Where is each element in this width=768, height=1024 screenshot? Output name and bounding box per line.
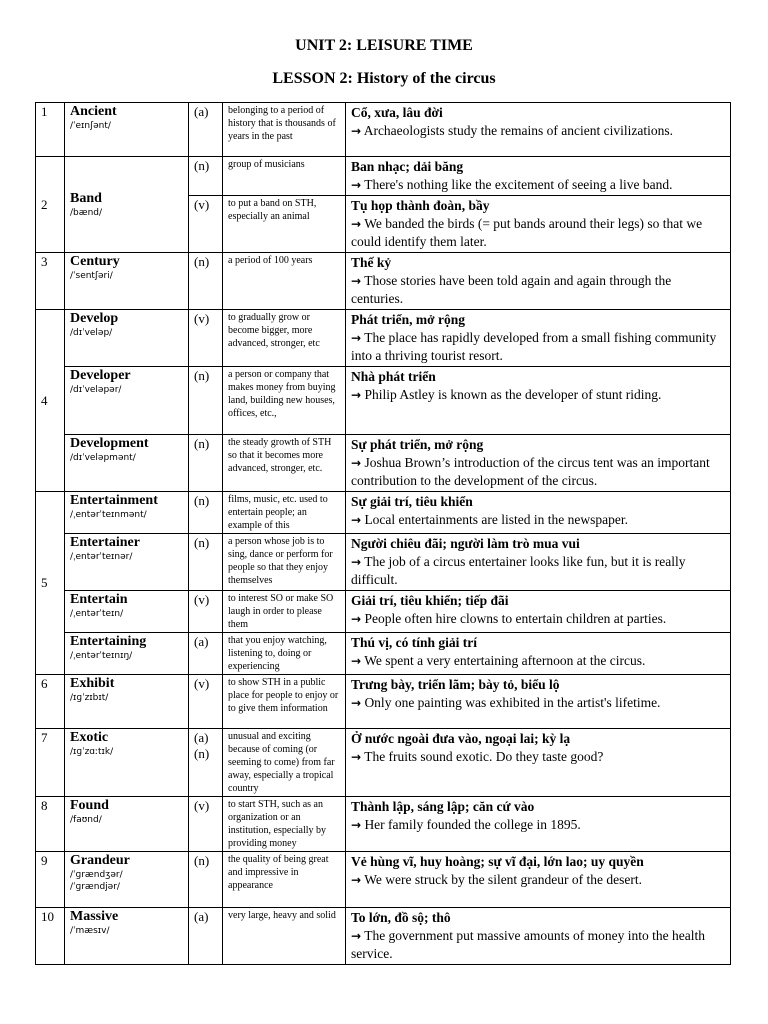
word-cell: [65, 435, 189, 492]
example-sentence: → We were struck by the silent grandeur of the desert.: [351, 872, 643, 887]
example-sentence: → Local entertainments are listed in the newspaper.: [351, 512, 628, 527]
part-of-speech: (n): [189, 253, 223, 310]
example-sentence: → There's nothing like the excitement of seeing a live band.: [351, 177, 673, 192]
word-cell: [65, 367, 189, 435]
pronunciation: /dɪˈveləpər/: [70, 385, 122, 395]
example-sentence: → Only one painting was exhibited in the artist's lifetime.: [351, 695, 661, 710]
word: Development: [70, 436, 149, 451]
word-cell: [65, 103, 189, 157]
pronunciation: /ˈeɪnʃənt/: [70, 121, 111, 131]
pronunciation: /ˌentərˈteɪnmənt/: [70, 510, 147, 520]
meaning-cell: [346, 157, 731, 196]
pronunciation: /dɪˈveləp/: [70, 328, 113, 338]
vietnamese-meaning: Trưng bày, triển lãm; bày tỏ, biểu lộ: [351, 677, 560, 692]
row-number: 10: [36, 908, 65, 965]
vocabulary-table: [35, 102, 731, 965]
example-sentence: → Philip Astley is known as the developer of stunt riding.: [351, 387, 662, 402]
definition: that you enjoy watching, listening to, doing or experiencing: [223, 633, 346, 675]
word: Entertainer: [70, 535, 140, 550]
vietnamese-meaning: Người chiêu đãi; người làm trò mua vui: [351, 536, 580, 551]
arrow-icon: →: [351, 873, 362, 887]
definition: the quality of being great and impressive in appearance: [223, 852, 346, 908]
row-number: 5: [36, 492, 65, 675]
pronunciation: /ɪɡˈzɑːtɪk/: [70, 747, 114, 757]
definition: a person whose job is to sing, dance or perform for people so that they enjoy themselves: [223, 534, 346, 591]
example-sentence: → The government put massive amounts of money into the health service.: [351, 928, 705, 961]
part-of-speech: (v): [189, 675, 223, 729]
vietnamese-meaning: To lớn, đồ sộ; thô: [351, 910, 451, 925]
meaning-cell: [346, 435, 731, 492]
table-row: [36, 103, 731, 157]
table-row: [36, 675, 731, 729]
arrow-icon: →: [351, 555, 362, 569]
table-row: [36, 852, 731, 908]
word: Grandeur: [70, 853, 130, 868]
part-of-speech: (n): [189, 367, 223, 435]
table-row: [36, 157, 731, 196]
word: Exotic: [70, 730, 109, 745]
word: Entertain: [70, 592, 128, 607]
table-row: [36, 591, 731, 633]
pronunciation: /dɪˈveləpmənt/: [70, 453, 136, 463]
arrow-icon: →: [351, 818, 362, 832]
table-row: [36, 253, 731, 310]
word: Developer: [70, 368, 131, 383]
vietnamese-meaning: Nhà phát triển: [351, 369, 436, 384]
example-sentence: → Her family founded the college in 1895.: [351, 817, 581, 832]
meaning-cell: [346, 591, 731, 633]
example-sentence: → We spent a very entertaining afternoon at the circus.: [351, 653, 646, 668]
part-of-speech: (v): [189, 591, 223, 633]
arrow-icon: →: [351, 124, 362, 138]
definition: unusual and exciting because of coming (or seeming to come) from far away, especially a tropical country: [223, 729, 346, 797]
row-number: 4: [36, 310, 65, 492]
arrow-icon: →: [351, 456, 362, 470]
word: Massive: [70, 909, 119, 924]
row-number: 1: [36, 103, 65, 157]
meaning-cell: [346, 310, 731, 367]
arrow-icon: →: [351, 929, 362, 943]
row-number: 2: [36, 157, 65, 253]
definition: to gradually grow or become bigger, more advanced, stronger, etc: [223, 310, 346, 367]
arrow-icon: →: [351, 274, 362, 288]
lesson-title: LESSON 2: History of the circus: [272, 70, 496, 87]
meaning-cell: [346, 492, 731, 534]
meaning-cell: [346, 908, 731, 965]
word: Band: [70, 190, 102, 206]
word: Ancient: [70, 104, 117, 119]
pronunciation: /ˈsentʃəri/: [70, 271, 113, 281]
meaning-cell: [346, 852, 731, 908]
part-of-speech: (n): [189, 435, 223, 492]
definition: to start STH, such as an organization or an institution, especially by providing money: [223, 797, 346, 852]
example-sentence: → The fruits sound exotic. Do they taste good?: [351, 749, 604, 764]
part-of-speech: (n): [194, 746, 210, 761]
vietnamese-meaning: Ban nhạc; dải băng: [351, 159, 464, 174]
definition: group of musicians: [223, 157, 346, 196]
word-cell: [65, 797, 189, 852]
row-number: 7: [36, 729, 65, 797]
definition: belonging to a period of history that is thousands of years in the past: [223, 103, 346, 157]
arrow-icon: →: [351, 750, 362, 764]
vietnamese-meaning: Sự phát triển, mở rộng: [351, 437, 484, 452]
word: Exhibit: [70, 676, 115, 691]
row-number: 9: [36, 852, 65, 908]
word: Develop: [70, 311, 119, 326]
part-of-speech: (a): [189, 633, 223, 675]
definition: to interest SO or make SO laugh in order to please them: [223, 591, 346, 633]
table-row: [36, 797, 731, 852]
arrow-icon: →: [351, 612, 362, 626]
arrow-icon: →: [351, 696, 362, 710]
example-sentence: → Archaeologists study the remains of ancient civilizations.: [351, 123, 673, 138]
vietnamese-meaning: Phát triển, mở rộng: [351, 312, 465, 327]
meaning-cell: [346, 196, 731, 253]
definition: the steady growth of STH so that it becomes more advanced, stronger, etc.: [223, 435, 346, 492]
pronunciation: /ˌentərˈteɪnər/: [70, 552, 133, 562]
meaning-cell: [346, 633, 731, 675]
vietnamese-meaning: Sự giải trí, tiêu khiển: [351, 494, 473, 509]
part-of-speech: (n): [189, 157, 223, 196]
definition: to put a band on STH, especially an animal: [223, 196, 346, 253]
table-row: [36, 367, 731, 435]
row-number: 3: [36, 253, 65, 310]
word-cell: [65, 310, 189, 367]
vietnamese-meaning: Cổ, xưa, lâu đời: [351, 105, 443, 120]
word-cell: [65, 534, 189, 591]
row-number: 6: [36, 675, 65, 729]
part-of-speech: (a): [189, 908, 223, 965]
word-cell: [65, 675, 189, 729]
table-row: [36, 492, 731, 534]
arrow-icon: →: [351, 217, 362, 231]
word: Entertainment: [70, 493, 158, 508]
part-of-speech: (v): [189, 196, 223, 253]
vietnamese-meaning: Ở nước ngoài đưa vào, ngoại lai; kỳ lạ: [351, 731, 571, 746]
example-sentence: → People often hire clowns to entertain children at parties.: [351, 611, 667, 626]
word-cell: [65, 633, 189, 675]
word-cell: [65, 729, 189, 797]
part-of-speech-cell: [189, 729, 223, 797]
table-row: [36, 435, 731, 492]
definition: films, music, etc. used to entertain people; an example of this: [223, 492, 346, 534]
definition: a person or company that makes money from buying land, building new houses, offices, etc.,: [223, 367, 346, 435]
arrow-icon: →: [351, 178, 362, 192]
part-of-speech: (a): [189, 103, 223, 157]
pronunciation: /ˌentərˈteɪn/: [70, 609, 124, 619]
meaning-cell: [346, 797, 731, 852]
part-of-speech: (n): [189, 852, 223, 908]
word: Entertaining: [70, 634, 147, 649]
word-cell: [65, 253, 189, 310]
vietnamese-meaning: Thú vị, có tính giải trí: [351, 635, 478, 650]
word-cell: [65, 157, 189, 253]
example-sentence: → The job of a circus entertainer looks like fun, but it is really difficult.: [351, 554, 686, 587]
unit-title: UNIT 2: LEISURE TIME: [295, 37, 473, 54]
pronunciation: /bænd/: [70, 207, 103, 218]
table-row: [36, 310, 731, 367]
arrow-icon: →: [351, 331, 362, 345]
arrow-icon: →: [351, 388, 362, 402]
table-row: [36, 633, 731, 675]
table-row: [36, 908, 731, 965]
arrow-icon: →: [351, 654, 362, 668]
pronunciation: /ɪɡˈzɪbɪt/: [70, 693, 109, 703]
part-of-speech: (n): [189, 534, 223, 591]
pronunciation: /ˈɡrændʒər/: [70, 870, 123, 880]
meaning-cell: [346, 103, 731, 157]
example-sentence: → Joshua Brown’s introduction of the circus tent was an important contribution to the development of the circus.: [351, 455, 710, 488]
word: Found: [70, 798, 109, 813]
pronunciation-alt: /ˈɡrændjər/: [70, 882, 120, 892]
arrow-icon: →: [351, 513, 362, 527]
pronunciation: /ˈmæsɪv/: [70, 926, 110, 936]
definition: to show STH in a public place for people to enjoy or to give them information: [223, 675, 346, 729]
word-cell: [65, 591, 189, 633]
vietnamese-meaning: Vẻ hùng vĩ, huy hoàng; sự vĩ đại, lớn lao; uy quyền: [351, 854, 644, 869]
vietnamese-meaning: Thành lập, sáng lập; căn cứ vào: [351, 799, 535, 814]
row-number: 8: [36, 797, 65, 852]
meaning-cell: [346, 253, 731, 310]
table-row: [36, 729, 731, 797]
table-row: [36, 534, 731, 591]
word: Century: [70, 254, 120, 269]
vietnamese-meaning: Thế kỷ: [351, 255, 392, 270]
vietnamese-meaning: Giải trí, tiêu khiển; tiếp đãi: [351, 593, 509, 608]
part-of-speech: (n): [189, 492, 223, 534]
meaning-cell: [346, 675, 731, 729]
example-sentence: → We banded the birds (= put bands around their legs) so that we could identify them later.: [351, 216, 703, 249]
word-cell: [65, 852, 189, 908]
vietnamese-meaning: Tụ họp thành đoàn, bầy: [351, 198, 490, 213]
pronunciation: /ˌentərˈteɪnɪŋ/: [70, 651, 133, 661]
word-cell: [65, 492, 189, 534]
definition: very large, heavy and solid: [223, 908, 346, 965]
meaning-cell: [346, 367, 731, 435]
part-of-speech: (a): [194, 730, 209, 745]
part-of-speech: (v): [189, 797, 223, 852]
meaning-cell: [346, 729, 731, 797]
meaning-cell: [346, 534, 731, 591]
definition: a period of 100 years: [223, 253, 346, 310]
example-sentence: → Those stories have been told again and again through the centuries.: [351, 273, 672, 306]
pronunciation: /faʊnd/: [70, 815, 102, 825]
example-sentence: → The place has rapidly developed from a small fishing community into a thriving tourist resort.: [351, 330, 717, 363]
word-cell: [65, 908, 189, 965]
part-of-speech: (v): [189, 310, 223, 367]
